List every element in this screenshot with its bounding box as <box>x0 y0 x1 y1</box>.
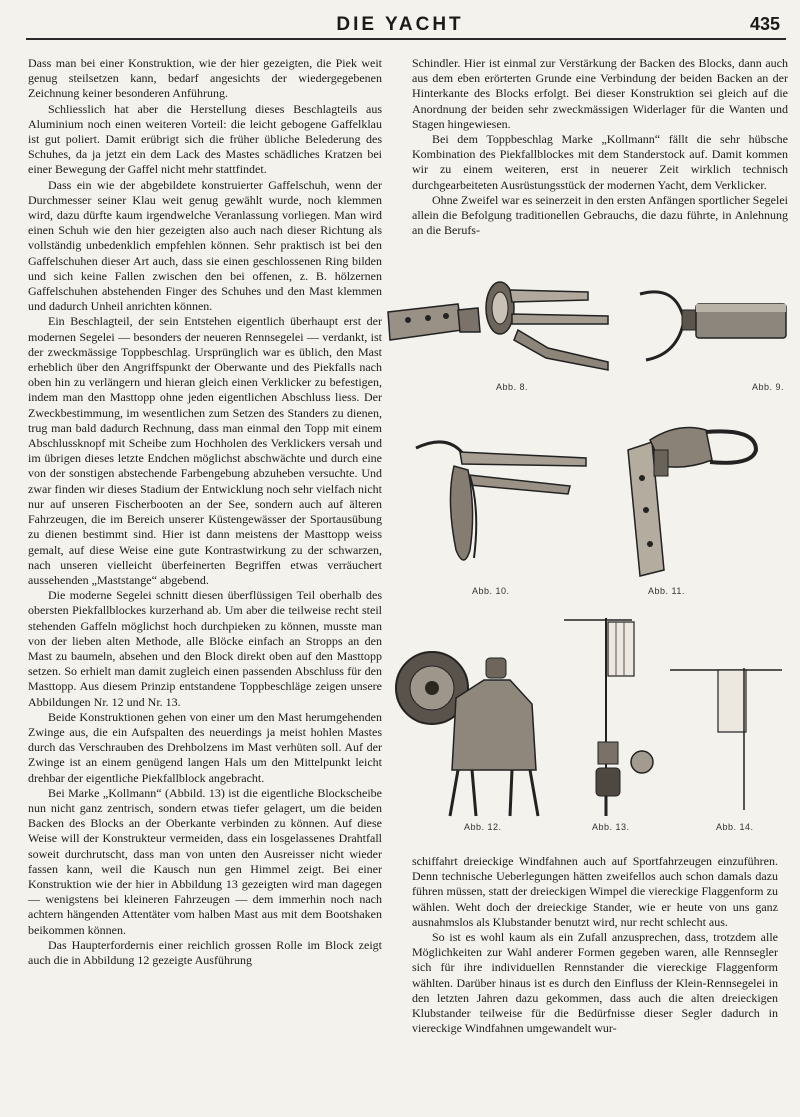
header-rule <box>26 38 786 40</box>
gaff-shoe-illustration <box>410 430 590 580</box>
figure-caption: Abb. 8. <box>496 382 529 392</box>
paragraph: Ein Beschlagteil, der sein Entstehen eigentlich überhaupt erst der modernen Segelei — besonders der neueren Rennsegelei — verdankt, ist der zweckmässige Toppbeschlag. Ursprünglich war es üblich, den Mast erheblich über den Angriffspunkt der Oberwante und des Piekfalls nach oben hin zu verlängern und hieran gleich einen Verklicker zu befestigen, indem man den Masttopp ohne jeden eigentlichen Abschluss liess. Der Zweckbestimmung, im wesentlichen zum Setzen des Standers zu dienen, trug man bald dadurch Rechnung, dass man einmal den Topp mit einem Abschlussknopf mit Scheibe zum Hochholen des Verklickers versah und im übrigen dieses letzte Endchen möglichst abschwächte und durch eine von der sonstigen abstechende Farbengebung abzuheben versuchte. Und zwar finden wir dieses Stadium der Entwicklung noch sehr vielfach nicht nur auf unseren Fischerbooten an der See, sondern auch auf älteren Fahrzeugen, die im Bereich unserer Küstengewässer der Sportausübung zu dienen bestimmt sind. Hier ist dann meistens der Masttopp weiss gemalt, auf diese Weise eine gute Kontrastwirkung zu der schwarzen, nach unseren vielleicht überfeinerten Begriffen etwas verräuchert aussehenden „Maststange“ abgebend. <box>28 314 382 587</box>
paragraph: Ohne Zweifel war es seinerzeit in den ersten Anfängen sportlicher Segelei allein die Befolgung traditionellen Gebrauchs, die dazu führte, in Anlehnung an die Berufs- <box>412 192 788 238</box>
paragraph: schiffahrt dreieckige Windfahnen auch auf Sportfahrzeugen einzuführen. Denn technische Ueberlegungen hätten zweifellos auch schon damals dazu führen müssen, statt der dreieckigen Wimpel die viereckige Flaggenform zu wählen. Weht doch der dreieckige Stander, wie er heute von uns ganz ausnahmslos als Klubstander benutzt wird, nur recht schlecht aus. <box>412 854 778 929</box>
page-header <box>0 12 800 40</box>
right-column-top <box>412 56 788 238</box>
right-column-bottom <box>412 854 778 1036</box>
wind-vane-illustration <box>664 660 790 820</box>
figure-abb-11 <box>606 420 786 596</box>
aluminium-gaff-jaw-illustration <box>606 420 786 580</box>
magazine-title: DIE YACHT <box>336 14 464 35</box>
paragraph: Beide Konstruktionen gehen von einer um den Mast herumgehenden Zwinge aus, die ein Aufspalten des neuerdings ja meist hohlen Mastes durch das Verschrauben des Drehbolzens im Mast verhüten soll. Auf der Zwinge ist an einem genügend langen Hals um den Mittelpunkt leicht drehbar der eigentliche Piekfallblock angebracht. <box>28 709 382 785</box>
paragraph: Schindler. Hier ist einmal zur Verstärkung der Backen des Blocks, dann auch aus dem eben erörterten Grunde eine Verbindung der beiden Backen an der Hinterkante des Blocks erfolgt. Bei dieser Konstruktion sei gleich auf die Anordnung der beiden sehr zweckmässigen Widerlager für die Wanten und Stagen hingewiesen. <box>412 56 788 131</box>
masthead-block-illustration <box>392 640 552 820</box>
masthead-fitting-illustration <box>632 280 792 380</box>
figure-caption: Abb. 13. <box>592 822 630 832</box>
paragraph: Die moderne Segelei schnitt diesen überflüssigen Teil oberhalb des obersten Piekfallblockes kurzerhand ab. Um aber die teilweise recht steil stehenden Gaffeln möglichst hoch durchpieken zu können, musste man von der lieben alten Methode, alle Blöcke einfach an Stropps an den Mast zu baumeln, absehen und den Block direkt oben auf den Masttopp setzen. So erhielt man damit zugleich einen passenden Abschluss für den Masttopp. Aus diesem Prinzip entstandene Toppbeschläge zeigen unsere Abbildungen Nr. 12 und Nr. 13. <box>28 588 382 709</box>
figure-caption: Abb. 14. <box>716 822 754 832</box>
paragraph: Dass man bei einer Konstruktion, wie der hier gezeigten, die Piek weit genug steilsetzen kann, bedarf angesichts der wiedergegebenen Zeichnung keiner besonderen Anführung. <box>28 56 382 101</box>
paragraph: Schliesslich hat aber die Herstellung dieses Beschlagteils aus Aluminium noch einen weiteren Vorteil: die leicht gebogene Gaffelklau ist gut poliert. Damit erübrigt sich die früher übliche Belederung des Schuhes, da ja jetzt ein dem Lack des Mastes schädliches Kratzen bei einer Bewegung der Gaffel nicht mehr stattfindet. <box>28 101 382 177</box>
figure-abb-12 <box>392 640 552 832</box>
figure-abb-14 <box>664 660 790 832</box>
paragraph: So ist es wohl kaum als ein Zufall anzusprechen, dass, trotzdem alle Möglichkeiten zur Wahl anderer Formen gegeben waren, alle Rennsegler sich für ihre individuellen Rennstander die viereckige Flaggenform wählten. Darüber hinaus ist es durch den Einfluss der Klein-Rennsegelei in den letzten Jahren dazu gekommen, dass auch die alten dreieckigen Klubstander teilweise für die Bedürfnisse dieser Segler dadurch in viereckige Windfahnen umgewandelt wur- <box>412 930 778 1036</box>
page-number: 435 <box>749 14 780 34</box>
paragraph: Bei dem Toppbeschlag Marke „Kollmann“ fällt die sehr hübsche Kombination des Piekfallblockes mit dem Standerstock auf. Damit kommen wir zu einem weiteren, erst in neuerer Zeit wirklich technisch durchgearbeiteten Ausrüstungsstück der modernen Yacht, dem Verklicker. <box>412 132 788 192</box>
figure-caption: Abb. 9. <box>752 382 785 392</box>
paragraph: Dass ein wie der abgebildete konstruierter Gaffelschuh, wenn der Durchmesser seiner Klau weit genug gewählt wurde, noch klemmen wird, dazu dürfte kaum irgendwelche Veranlassung vorliegen. Man wird einen Schuh wie den hier gezeigten also auch nach dieser Richtung als vollständig unbedenklich empfehlen können. Sehr praktisch ist bei den Gaffelschuhen dieser Art auch, dass sie einen geschlossenen Ring bilden und sich keine Fallen zwischen den bei offenen, z. B. hölzernen Gaffelschuhen abstehenden Finger des Schuhes und den Mast klemmen und dadurch Unheil anrichten können. <box>28 177 382 314</box>
figure-abb-13 <box>560 612 670 832</box>
figure-caption: Abb. 10. <box>472 586 510 596</box>
paragraph: Das Haupterfordernis einer reichlich grossen Rolle im Block zeigt auch die in Abbildung 12 gezeigte Ausführung <box>28 937 382 967</box>
paragraph: Bei Marke „Kollmann“ (Abbild. 13) ist die eigentliche Blockscheibe nun nicht ganz zentrisch, sondern etwas tiefer gelagert, um die beiden Backen des Blocks an der Oberkante verbinden zu können. Auf diese Weise will der Konstrukteur vermeiden, dass ein losgelassenes Drahtfall soweit durchrutscht, dass man von unten den Ausreisser nicht wieder fassen kann, weil die Kausch nun gen Himmel zeigt. Bei einer Konstruktion wie der hier in Abbildung 13 gezeigten wird man dagegen — wenigstens bei kleineren Fahrzeugen — dem immerhin noch nach achtern hängenden Attentäter vom halben Mast aus mit dem Bootshaken beikommen können. <box>28 785 382 937</box>
left-column <box>28 56 382 968</box>
figure-caption: Abb. 11. <box>648 586 685 596</box>
figure-abb-9 <box>632 280 792 392</box>
kollmann-masthead-vane-illustration <box>560 612 670 822</box>
gaff-jaw-illustration <box>378 270 638 380</box>
figure-abb-10 <box>410 430 590 596</box>
figure-caption: Abb. 12. <box>464 822 502 832</box>
figure-abb-8 <box>378 270 638 392</box>
